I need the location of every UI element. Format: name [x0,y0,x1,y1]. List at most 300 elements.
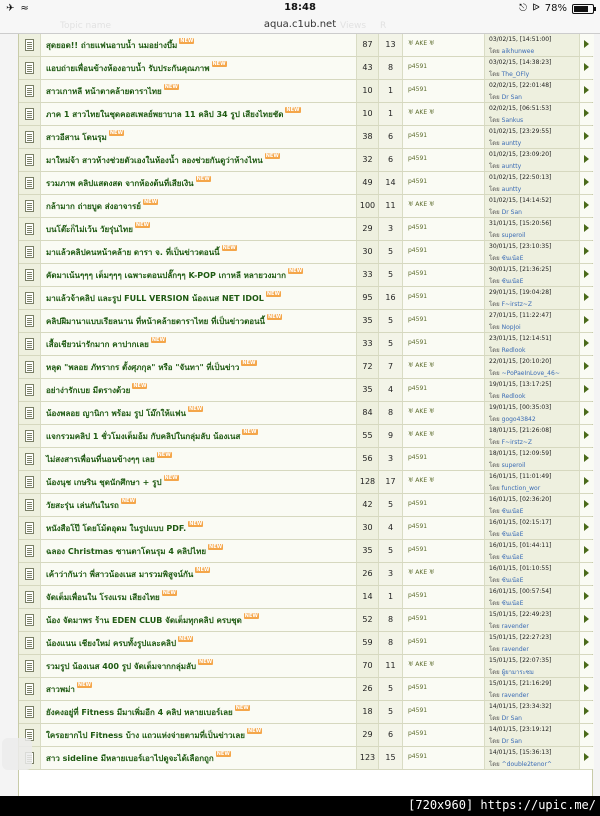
last-post-user[interactable]: ravender [501,646,529,653]
table-row[interactable] [19,172,592,195]
goto-last-post-cell[interactable] [580,586,594,608]
author-link[interactable]: p4591 [408,730,428,737]
topic-title-text[interactable]: บนโต๊ะก็ไม่เว้น วัยรุ่นไทย [46,225,133,234]
topic-title-link[interactable] [46,729,262,742]
last-post-user[interactable]: ซ้นเน้อE [501,554,524,561]
author-link[interactable]: p4591 [408,247,428,254]
topic-title-link[interactable] [46,200,158,213]
topic-title-text[interactable]: หนังสือโป๊ โดยโม้ตอุดม ในรูปแบบ PDF. [46,524,187,533]
topic-title-text[interactable]: คัดมาเน้นๆๆๆ เต็มๆๆๆ เฉพาะตอนปลั๊กๆๆ K-POP เกาหลี หลายวงมาก [46,271,286,280]
views-cell [357,678,379,700]
new-badge: NEW [196,176,210,182]
topic-title-text[interactable]: ใครอยากไป Fitness บ้าง แถวแห่งจ่ายตามที่เป็นข่าวเลย [46,731,245,740]
author-cell[interactable] [403,333,485,355]
goto-last-post-cell[interactable] [580,540,594,562]
author-link[interactable]: p4591 [408,753,428,760]
goto-last-post-cell[interactable] [580,126,594,148]
topic-title-cell[interactable] [41,471,357,493]
author-link[interactable]: p4591 [408,316,428,323]
arrow-right-icon[interactable] [584,730,589,738]
author-cell[interactable] [403,747,485,769]
topic-title-text[interactable]: ฉลอง Christmas ซานตาโดนรุม 4 คลิปไทย [46,547,207,556]
document-icon [25,108,34,120]
author-link[interactable]: p4591 [408,707,428,714]
table-row[interactable] [19,540,592,563]
author-cell[interactable] [403,425,485,447]
last-post-user[interactable]: gogo43842 [501,416,536,423]
author-link[interactable]: p4591 [408,546,428,553]
address-bar[interactable] [0,18,600,34]
topic-title-text[interactable]: สาวอีสาน โดนรุม [46,133,107,142]
author-link[interactable]: p4591 [408,270,428,277]
topic-title-cell[interactable] [41,34,357,56]
last-post-date: 15/01/15, [22:27:23] [489,634,552,641]
author-link[interactable]: p4591 [408,684,428,691]
topic-title-cell[interactable] [41,517,357,539]
author-cell[interactable] [403,655,485,677]
arrow-right-icon[interactable] [584,592,589,600]
topic-title-cell[interactable] [41,563,357,585]
topic-title-cell[interactable] [41,195,357,217]
topic-title-cell[interactable] [41,287,357,309]
author-cell[interactable] [403,287,485,309]
views-cell [357,471,379,493]
goto-last-post-cell[interactable] [580,471,594,493]
author-cell[interactable] [403,678,485,700]
arrow-right-icon[interactable] [584,339,589,347]
topic-title-cell[interactable] [41,494,357,516]
last-post-user[interactable]: ซ้นเน้อE [501,278,524,285]
topic-title-text[interactable]: สุดยอด!! ถ่ายแฟนอาบน้ำ นมอย่างบึ้ม [46,41,178,50]
author-link[interactable]: p4591 [408,615,428,622]
topic-title-cell[interactable] [41,264,357,286]
arrow-right-icon[interactable] [584,753,589,761]
author-cell[interactable] [403,724,485,746]
arrow-right-icon[interactable] [584,638,589,646]
topic-title-cell[interactable] [41,609,357,631]
goto-last-post-cell[interactable] [580,103,594,125]
author-cell[interactable] [403,701,485,723]
arrow-right-icon[interactable] [584,569,589,577]
topic-title-cell[interactable] [41,540,357,562]
arrow-right-icon[interactable] [584,661,589,669]
goto-last-post-cell[interactable] [580,724,594,746]
author-cell[interactable] [403,126,485,148]
topic-title-text[interactable]: รวมภาพ คลิปแสดงสด จากห้องต้นที่เสียเงิน [46,179,194,188]
topic-title-text[interactable]: น้องพลอย ญานิกา พร้อม รูป โม๊กให้แฟน [46,409,187,418]
table-row[interactable] [19,655,592,678]
topic-title-text[interactable]: รวมรูป น้องเนส 400 รูป จัดเต็มจากกลุ่มลับ [46,662,197,671]
author-link[interactable]: p4591 [408,523,428,530]
table-row[interactable] [19,287,592,310]
last-post-user[interactable]: Dr San [501,94,522,101]
last-post-user[interactable]: ซ้นเน้อE [501,577,524,584]
topic-title-cell[interactable] [41,379,357,401]
author-cell[interactable] [403,310,485,332]
author-cell[interactable] [403,103,485,125]
goto-last-post-cell[interactable] [580,172,594,194]
goto-last-post-cell[interactable] [580,356,594,378]
topic-title-link[interactable] [46,407,203,420]
author-link[interactable]: p4591 [408,592,428,599]
author-cell[interactable] [403,471,485,493]
topic-title-cell[interactable] [41,701,357,723]
topic-title-link[interactable] [46,361,257,374]
goto-last-post-cell[interactable] [580,310,594,332]
table-row[interactable] [19,57,592,80]
author-link[interactable]: ♅ AKE ♅ [408,40,435,47]
goto-last-post-cell[interactable] [580,563,594,585]
topic-title-link[interactable] [46,177,211,190]
topic-title-cell[interactable] [41,448,357,470]
topic-title-link[interactable] [46,568,210,581]
topic-title-cell[interactable] [41,80,357,102]
arrow-right-icon[interactable] [584,385,589,393]
author-cell[interactable] [403,632,485,654]
table-row[interactable] [19,494,592,517]
table-row[interactable] [19,563,592,586]
topic-title-link[interactable] [46,384,147,397]
topic-title-cell[interactable] [41,747,357,769]
author-link[interactable]: ♅ AKE ♅ [408,109,435,116]
last-post-user[interactable]: Redlook [501,347,526,354]
topic-title-link[interactable] [46,453,172,466]
topic-title-text[interactable]: กล้ามาก ถ่ายบูด ส่งอาจารย์ [46,202,141,211]
new-badge: NEW [209,544,223,550]
author-cell[interactable] [403,195,485,217]
table-row[interactable] [19,356,592,379]
author-link[interactable]: ♅ AKE ♅ [408,408,435,415]
topic-title-text[interactable]: คลิปฝีมานาแบบเรียลนาน ที่หน้าคล้ายดาราไทย ที่เป็นข่าวตอนนี้ [46,317,266,326]
topic-title-cell[interactable] [41,310,357,332]
topic-title-link[interactable] [46,131,124,144]
topic-title-text[interactable]: วัยสะรุ่น เล่นกันในรถ [46,501,119,510]
last-post-user[interactable]: Sankus [501,117,524,124]
topic-title-cell[interactable] [41,149,357,171]
last-post-user[interactable]: ผู้ยามาระซม [501,669,534,676]
goto-last-post-cell[interactable] [580,632,594,654]
assistive-touch-button[interactable] [2,738,32,770]
topic-title-link[interactable] [46,108,301,121]
author-cell[interactable] [403,379,485,401]
topic-title-text[interactable]: มาแล้วจ้าคลิป และรูป FULL VERSION น้องเนส NET IDOL [46,294,264,303]
arrow-right-icon[interactable] [584,224,589,232]
last-post-user[interactable]: superoil [501,232,526,239]
table-row[interactable] [19,195,592,218]
topic-icon-cell [19,241,41,263]
topic-title-cell[interactable] [41,241,357,263]
author-link[interactable]: ♅ AKE ♅ [408,431,435,438]
table-row[interactable] [19,333,592,356]
topic-title-text[interactable]: แจกรวมคลิป 1 ชั่วโมงเต็มอ้ม กับคลิปในกลุ่มลับ น้องเนส [46,432,241,441]
goto-last-post-cell[interactable] [580,448,594,470]
last-post-user[interactable]: ravender [501,623,529,630]
topic-title-cell[interactable] [41,172,357,194]
goto-last-post-cell[interactable] [580,379,594,401]
author-cell[interactable] [403,448,485,470]
topic-title-link[interactable] [46,683,92,696]
author-link[interactable]: p4591 [408,500,428,507]
goto-last-post-cell[interactable] [580,425,594,447]
topic-title-link[interactable] [46,269,303,282]
goto-last-post-cell[interactable] [580,241,594,263]
author-link[interactable]: ♅ AKE ♅ [408,201,435,208]
arrow-right-icon[interactable] [584,109,589,117]
last-post-user[interactable]: Dr San [501,209,522,216]
topic-title-cell[interactable] [41,425,357,447]
last-post-user[interactable]: ~PoPaeInLove_46~ [501,370,560,377]
arrow-right-icon[interactable] [584,316,589,324]
author-link[interactable]: p4591 [408,178,428,185]
arrow-right-icon[interactable] [584,500,589,508]
author-link[interactable]: ♅ AKE ♅ [408,477,435,484]
arrow-right-icon[interactable] [584,546,589,554]
goto-last-post-cell[interactable] [580,57,594,79]
topic-title-cell[interactable] [41,678,357,700]
arrow-right-icon[interactable] [584,615,589,623]
goto-last-post-cell[interactable] [580,80,594,102]
author-link[interactable]: ♅ AKE ♅ [408,661,435,668]
url-text[interactable]: aqua.c1ub.net [263,19,337,30]
arrow-right-icon[interactable] [584,270,589,278]
author-cell[interactable] [403,586,485,608]
author-link[interactable]: p4591 [408,339,428,346]
topic-title-link[interactable] [46,223,150,236]
author-cell[interactable] [403,356,485,378]
table-row[interactable] [19,609,592,632]
topic-title-text[interactable]: ยังคงอยู่ที่ Fitness มีมาเพิ่มอีก 4 คลิป หลายเบอร์เลย [46,708,233,717]
author-link[interactable]: ♅ AKE ♅ [408,362,435,369]
replies-cell [379,126,403,148]
arrow-right-icon[interactable] [584,247,589,255]
arrow-right-icon[interactable] [584,178,589,186]
goto-last-post-cell[interactable] [580,264,594,286]
topic-title-text[interactable]: สาวเกาหลี หน้าตาคล้ายดาราไทย [46,87,162,96]
author-cell[interactable] [403,563,485,585]
table-row[interactable] [19,379,592,402]
topic-title-link[interactable] [46,499,136,512]
author-cell[interactable] [403,494,485,516]
table-row[interactable] [19,103,592,126]
topic-title-cell[interactable] [41,356,357,378]
topic-title-text[interactable]: น้องนุช เกษริน ชุดนักศึกษา + รูป [46,478,162,487]
topic-title-cell[interactable] [41,218,357,240]
topic-title-cell[interactable] [41,586,357,608]
author-cell[interactable] [403,218,485,240]
author-cell[interactable] [403,609,485,631]
arrow-right-icon[interactable] [584,201,589,209]
last-post-user[interactable]: ซ้นเน้อE [501,508,524,515]
last-post-user[interactable]: Redlook [501,393,526,400]
table-row[interactable] [19,425,592,448]
last-post-user[interactable]: ซ้นเน้อE [501,255,524,262]
arrow-right-icon[interactable] [584,155,589,163]
goto-last-post-cell[interactable] [580,34,594,56]
goto-last-post-cell[interactable] [580,494,594,516]
topic-title-link[interactable] [46,522,203,535]
topic-title-text[interactable]: ไม่สงสารเพื่อนที่นอนข้างๆๆ เลย [46,455,155,464]
table-row[interactable] [19,724,592,747]
last-post-user[interactable]: function_wor [501,485,541,492]
last-post-user[interactable]: superoil [501,462,526,469]
author-link[interactable]: p4591 [408,155,428,162]
topic-title-text[interactable]: หลุด "พลอย ภัทรากร ตั้งศุภกุล" หรือ "จันทา" ที่เป็นข่าว [46,363,240,372]
table-row[interactable] [19,149,592,172]
last-post-user[interactable]: aikhunwee [501,48,535,55]
table-row[interactable] [19,34,592,57]
table-row[interactable] [19,747,592,770]
topic-title-link[interactable] [46,591,177,604]
arrow-right-icon[interactable] [584,40,589,48]
author-link[interactable]: p4591 [408,86,428,93]
topic-title-link[interactable] [46,315,282,328]
author-link[interactable]: p4591 [408,385,428,392]
table-row[interactable] [19,310,592,333]
topic-title-link[interactable] [46,545,223,558]
topic-title-cell[interactable] [41,724,357,746]
arrow-right-icon[interactable] [584,86,589,94]
table-row[interactable] [19,126,592,149]
topic-title-link[interactable] [46,292,281,305]
by-label: โดย [489,393,500,400]
arrow-right-icon[interactable] [584,408,589,416]
author-link[interactable]: p4591 [408,132,428,139]
topic-title-text[interactable]: น้อง จัดมาพร ร้าน EDEN CLUB จัดเต็มทุกคลิป ครบชุด [46,616,242,625]
author-cell[interactable] [403,241,485,263]
author-link[interactable]: p4591 [408,63,428,70]
topic-title-link[interactable] [46,706,250,719]
topic-title-text[interactable]: น้องแนน เชียงใหม่ ครบทั้งรูปและคลิป [46,639,177,648]
table-row[interactable] [19,471,592,494]
topic-title-cell[interactable] [41,632,357,654]
topic-title-link[interactable] [46,614,259,627]
topic-title-link[interactable] [46,637,193,650]
goto-last-post-cell[interactable] [580,655,594,677]
table-row[interactable] [19,632,592,655]
author-cell[interactable] [403,149,485,171]
goto-last-post-cell[interactable] [580,517,594,539]
table-row[interactable] [19,402,592,425]
author-cell[interactable] [403,402,485,424]
arrow-right-icon[interactable] [584,63,589,71]
topic-title-cell[interactable] [41,333,357,355]
goto-last-post-cell[interactable] [580,701,594,723]
author-link[interactable]: p4591 [408,293,428,300]
table-row[interactable] [19,678,592,701]
table-row[interactable] [19,264,592,287]
author-cell[interactable] [403,80,485,102]
topic-title-text[interactable]: ภาค 1 สาวไทยในชุดคอสเพลย์พยาบาล 11 คลิป 34 รูป เสียงไทยชัด [46,110,284,119]
last-post-user[interactable]: Dr San [501,715,522,722]
last-post-user[interactable]: ซ้นเน้อE [501,600,524,607]
topic-title-text[interactable]: เสื้อเชียวน่ารักมาก คาปากเลย [46,340,149,349]
arrow-right-icon[interactable] [584,362,589,370]
author-cell[interactable] [403,57,485,79]
topic-title-text[interactable]: สาวพม่า [46,685,75,694]
topic-title-cell[interactable] [41,655,357,677]
arrow-right-icon[interactable] [584,132,589,140]
author-cell[interactable] [403,540,485,562]
arrow-right-icon[interactable] [584,523,589,531]
topic-title-text[interactable]: จัดเต็มเพื่อนใน โรงแรม เสียงไทย [46,593,160,602]
author-link[interactable]: p4591 [408,224,428,231]
last-post-user[interactable]: auntty [501,163,522,170]
table-row[interactable] [19,701,592,724]
goto-last-post-cell[interactable] [580,218,594,240]
arrow-right-icon[interactable] [584,293,589,301]
topic-title-link[interactable] [46,62,227,75]
last-post-user[interactable]: auntty [501,186,522,193]
goto-last-post-cell[interactable] [580,402,594,424]
last-post-user[interactable]: NopJoi [501,324,521,331]
topic-title-cell[interactable] [41,402,357,424]
last-post-user[interactable]: auntty [501,140,522,147]
goto-last-post-cell[interactable] [580,678,594,700]
goto-last-post-cell[interactable] [580,747,594,769]
last-post-user[interactable]: ravender [501,692,529,699]
topic-title-link[interactable] [46,430,258,443]
author-link[interactable]: p4591 [408,454,428,461]
goto-last-post-cell[interactable] [580,333,594,355]
topic-title-link[interactable] [46,338,166,351]
topic-title-link[interactable] [46,39,194,52]
topic-title-link[interactable] [46,246,237,259]
author-cell[interactable] [403,34,485,56]
topic-title-text[interactable]: แอบถ่ายเพื่อนข้างห้องอาบน้ำ รับประกันคุณภาพ [46,64,210,73]
last-post-user[interactable]: ซ้นเน้อE [501,531,524,538]
goto-last-post-cell[interactable] [580,195,594,217]
topic-title-cell[interactable] [41,57,357,79]
arrow-right-icon[interactable] [584,454,589,462]
topic-title-link[interactable] [46,752,231,765]
table-row[interactable] [19,218,592,241]
arrow-right-icon[interactable] [584,707,589,715]
last-post-user[interactable]: F~irstz~Z [501,301,533,308]
last-post-user[interactable]: F~irstz~Z [501,439,533,446]
author-cell[interactable] [403,264,485,286]
topic-title-cell[interactable] [41,103,357,125]
goto-last-post-cell[interactable] [580,609,594,631]
author-cell[interactable] [403,517,485,539]
arrow-right-icon[interactable] [584,477,589,485]
topic-title-text[interactable]: มาใหม่จ้า สาวห้างช่วยตัวเองในห้องน้ำ ลองช่วยกันดูว่าห้างไหน [46,156,263,165]
topic-title-link[interactable] [46,476,179,489]
goto-last-post-cell[interactable] [580,149,594,171]
table-row[interactable] [19,517,592,540]
topic-title-text[interactable]: สาว sideline มีหลายเบอร์เอาไปดูจะได้เลือกถูก [46,754,214,763]
goto-last-post-cell[interactable] [580,287,594,309]
arrow-right-icon[interactable] [584,684,589,692]
topic-title-text[interactable]: เค้าว่ากันว่า พี่สาวน้องเนส มารวมพิสูจน์กัน [46,570,194,579]
topic-title-link[interactable] [46,154,280,167]
author-link[interactable]: ♅ AKE ♅ [408,569,435,576]
topic-title-link[interactable] [46,85,179,98]
table-row[interactable] [19,80,592,103]
author-link[interactable]: p4591 [408,638,428,645]
last-post-user[interactable]: ^double2tenor^ [501,761,552,768]
topic-title-text[interactable]: อย่าง่ารักเบย มีตรางด้วย [46,386,131,395]
topic-title-text[interactable]: มาแล้วคลิปคนหน้าคล้าย ดารา จ. ที่เป็นข่าวตอนนี้ [46,248,220,257]
table-row[interactable] [19,586,592,609]
table-row[interactable] [19,448,592,471]
topic-title-cell[interactable] [41,126,357,148]
last-post-user[interactable]: Dr San [501,738,522,745]
last-post-user[interactable]: The_OFly [501,71,530,78]
table-row[interactable] [19,241,592,264]
arrow-right-icon[interactable] [584,431,589,439]
author-cell[interactable] [403,172,485,194]
topic-title-link[interactable] [46,660,213,673]
